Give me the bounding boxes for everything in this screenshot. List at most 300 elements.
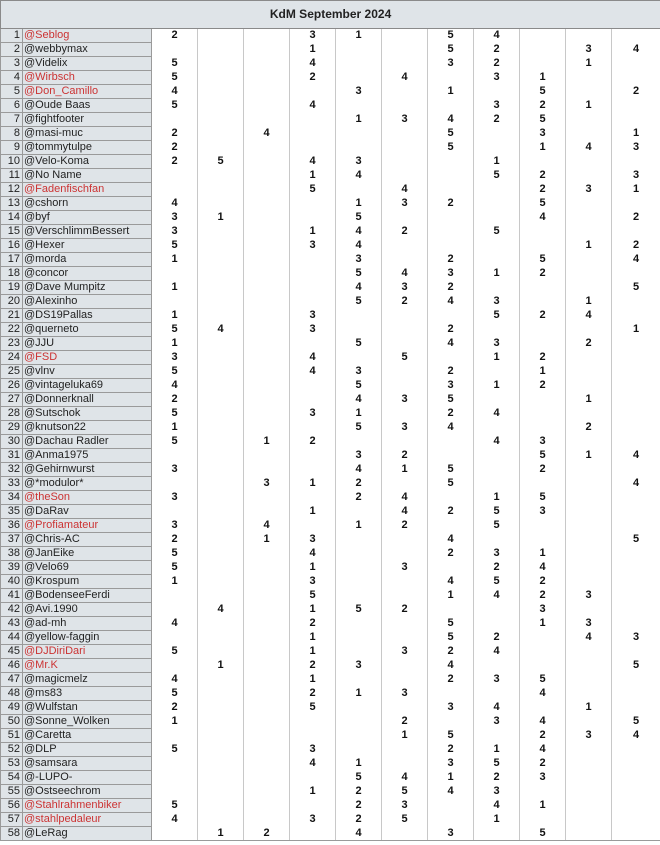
vote-cell xyxy=(336,701,382,715)
vote-cell xyxy=(198,743,244,757)
vote-cell xyxy=(382,827,428,841)
vote-cell xyxy=(612,687,660,701)
vote-cell xyxy=(520,519,566,533)
vote-cell: 2 xyxy=(428,505,474,519)
vote-cell: 3 xyxy=(290,29,336,43)
vote-cell: 4 xyxy=(566,631,612,645)
table-row xyxy=(1,281,660,295)
row-number: 23 xyxy=(1,337,23,351)
row-number: 16 xyxy=(1,239,23,253)
vote-cell: 5 xyxy=(428,43,474,57)
vote-cell: 3 xyxy=(290,239,336,253)
row-number: 28 xyxy=(1,407,23,421)
participant-name: @-LUPO- xyxy=(23,771,152,785)
vote-cell xyxy=(198,631,244,645)
vote-cell: 4 xyxy=(152,673,198,687)
row-number: 12 xyxy=(1,183,23,197)
vote-cell xyxy=(290,127,336,141)
vote-cell: 3 xyxy=(428,701,474,715)
row-number: 45 xyxy=(1,645,23,659)
vote-cell: 2 xyxy=(428,323,474,337)
vote-cell xyxy=(198,57,244,71)
table-row xyxy=(1,197,660,211)
row-number: 22 xyxy=(1,323,23,337)
vote-cell: 1 xyxy=(152,575,198,589)
vote-cell: 5 xyxy=(428,631,474,645)
table-row xyxy=(1,491,660,505)
vote-cell xyxy=(566,323,612,337)
vote-cell: 2 xyxy=(520,379,566,393)
vote-cell: 1 xyxy=(474,491,520,505)
vote-cell: 1 xyxy=(474,351,520,365)
vote-cell: 2 xyxy=(336,491,382,505)
vote-cell xyxy=(520,281,566,295)
row-number: 21 xyxy=(1,309,23,323)
vote-cell: 1 xyxy=(290,645,336,659)
vote-cell: 1 xyxy=(566,449,612,463)
vote-cell xyxy=(336,547,382,561)
vote-cell xyxy=(198,253,244,267)
vote-cell: 3 xyxy=(152,491,198,505)
vote-cell: 4 xyxy=(428,785,474,799)
vote-cell: 5 xyxy=(152,407,198,421)
vote-cell: 3 xyxy=(566,729,612,743)
vote-cell: 5 xyxy=(152,239,198,253)
vote-cell: 1 xyxy=(428,589,474,603)
table-row xyxy=(1,337,660,351)
vote-cell: 2 xyxy=(428,365,474,379)
vote-cell: 1 xyxy=(612,183,660,197)
vote-cell xyxy=(612,701,660,715)
vote-cell: 5 xyxy=(428,729,474,743)
vote-cell xyxy=(566,547,612,561)
vote-cell xyxy=(520,43,566,57)
table-row xyxy=(1,631,660,645)
row-number: 49 xyxy=(1,701,23,715)
vote-cell xyxy=(474,393,520,407)
vote-cell xyxy=(474,323,520,337)
vote-cell xyxy=(198,505,244,519)
vote-cell: 5 xyxy=(336,211,382,225)
vote-cell: 5 xyxy=(382,351,428,365)
participant-name: @DaRav xyxy=(23,505,152,519)
vote-cell xyxy=(428,687,474,701)
vote-cell xyxy=(290,211,336,225)
vote-cell xyxy=(244,183,290,197)
vote-cell xyxy=(198,533,244,547)
vote-cell: 4 xyxy=(244,127,290,141)
vote-cell xyxy=(244,267,290,281)
vote-cell xyxy=(474,463,520,477)
table-row xyxy=(1,379,660,393)
vote-cell xyxy=(612,645,660,659)
vote-cell xyxy=(198,435,244,449)
vote-cell xyxy=(244,743,290,757)
vote-cell: 3 xyxy=(382,113,428,127)
vote-cell xyxy=(152,505,198,519)
vote-cell xyxy=(520,645,566,659)
vote-cell xyxy=(566,379,612,393)
table-row xyxy=(1,253,660,267)
vote-cell xyxy=(244,295,290,309)
row-number: 15 xyxy=(1,225,23,239)
vote-cell xyxy=(520,785,566,799)
vote-cell xyxy=(382,547,428,561)
participant-name: @cshorn xyxy=(23,197,152,211)
vote-cell xyxy=(474,421,520,435)
vote-cell: 5 xyxy=(520,827,566,841)
vote-cell: 4 xyxy=(474,407,520,421)
vote-cell xyxy=(290,85,336,99)
participant-name: @VerschlimmBessert xyxy=(23,225,152,239)
vote-cell xyxy=(612,827,660,841)
participant-name: @DLP xyxy=(23,743,152,757)
vote-cell xyxy=(198,561,244,575)
vote-cell xyxy=(612,463,660,477)
vote-cell: 5 xyxy=(336,295,382,309)
vote-cell xyxy=(198,491,244,505)
vote-cell xyxy=(428,491,474,505)
vote-cell xyxy=(336,617,382,631)
vote-cell: 1 xyxy=(152,715,198,729)
vote-cell: 2 xyxy=(382,715,428,729)
vote-cell: 5 xyxy=(152,799,198,813)
vote-cell xyxy=(382,701,428,715)
table-row xyxy=(1,113,660,127)
vote-cell: 1 xyxy=(520,799,566,813)
vote-cell xyxy=(474,141,520,155)
vote-cell: 5 xyxy=(520,491,566,505)
vote-cell: 5 xyxy=(612,533,660,547)
vote-cell: 2 xyxy=(382,295,428,309)
vote-cell: 3 xyxy=(152,211,198,225)
vote-cell xyxy=(336,533,382,547)
vote-cell xyxy=(290,253,336,267)
row-number: 10 xyxy=(1,155,23,169)
vote-cell: 4 xyxy=(474,29,520,43)
vote-cell xyxy=(612,421,660,435)
table-row xyxy=(1,183,660,197)
vote-cell xyxy=(520,631,566,645)
vote-cell xyxy=(290,141,336,155)
vote-cell: 3 xyxy=(290,407,336,421)
vote-cell: 5 xyxy=(152,99,198,113)
row-number: 57 xyxy=(1,813,23,827)
participant-name: @Alexinho xyxy=(23,295,152,309)
vote-cell: 1 xyxy=(290,631,336,645)
vote-cell: 4 xyxy=(336,827,382,841)
vote-cell: 2 xyxy=(290,435,336,449)
vote-cell xyxy=(566,799,612,813)
vote-cell xyxy=(244,169,290,183)
vote-cell xyxy=(336,729,382,743)
vote-cell xyxy=(474,603,520,617)
vote-cell: 3 xyxy=(520,603,566,617)
vote-cell xyxy=(244,309,290,323)
vote-cell: 4 xyxy=(566,141,612,155)
vote-cell xyxy=(244,785,290,799)
vote-cell: 4 xyxy=(428,533,474,547)
vote-cell: 5 xyxy=(428,29,474,43)
vote-cell: 1 xyxy=(612,127,660,141)
participant-name: @DJDiriDari xyxy=(23,645,152,659)
vote-cell xyxy=(198,127,244,141)
vote-cell: 1 xyxy=(520,617,566,631)
vote-cell xyxy=(290,421,336,435)
vote-cell: 3 xyxy=(336,449,382,463)
vote-cell xyxy=(244,617,290,631)
vote-cell: 3 xyxy=(244,477,290,491)
vote-cell: 5 xyxy=(152,645,198,659)
vote-cell: 1 xyxy=(336,687,382,701)
vote-cell: 3 xyxy=(428,757,474,771)
vote-cell xyxy=(198,449,244,463)
row-number: 4 xyxy=(1,71,23,85)
vote-cell: 3 xyxy=(428,379,474,393)
vote-cell: 4 xyxy=(382,491,428,505)
vote-cell xyxy=(198,813,244,827)
vote-cell: 5 xyxy=(290,701,336,715)
vote-cell: 1 xyxy=(520,547,566,561)
vote-cell xyxy=(244,225,290,239)
table-row xyxy=(1,169,660,183)
row-number: 56 xyxy=(1,799,23,813)
vote-cell: 4 xyxy=(520,687,566,701)
participant-name: @morda xyxy=(23,253,152,267)
vote-cell xyxy=(520,659,566,673)
vote-cell xyxy=(612,785,660,799)
sheet-title: KdM September 2024 xyxy=(1,1,660,29)
vote-cell: 5 xyxy=(336,379,382,393)
vote-cell xyxy=(198,113,244,127)
vote-cell xyxy=(428,519,474,533)
vote-cell xyxy=(244,421,290,435)
vote-cell xyxy=(566,407,612,421)
table-row xyxy=(1,645,660,659)
vote-cell xyxy=(566,743,612,757)
vote-cell: 5 xyxy=(612,659,660,673)
row-number: 50 xyxy=(1,715,23,729)
vote-cell xyxy=(474,127,520,141)
vote-cell xyxy=(198,197,244,211)
vote-cell xyxy=(244,813,290,827)
vote-cell xyxy=(336,323,382,337)
vote-cell: 3 xyxy=(382,799,428,813)
row-number: 30 xyxy=(1,435,23,449)
vote-cell xyxy=(336,127,382,141)
vote-cell xyxy=(382,239,428,253)
row-number: 32 xyxy=(1,463,23,477)
vote-cell xyxy=(198,687,244,701)
participant-name: @Stahlrahmenbiker xyxy=(23,799,152,813)
row-number: 58 xyxy=(1,827,23,841)
vote-cell: 5 xyxy=(428,127,474,141)
vote-cell xyxy=(198,715,244,729)
vote-cell: 3 xyxy=(428,57,474,71)
vote-cell: 1 xyxy=(290,785,336,799)
vote-cell xyxy=(152,43,198,57)
vote-cell: 2 xyxy=(520,351,566,365)
vote-cell xyxy=(336,57,382,71)
vote-cell: 3 xyxy=(336,155,382,169)
vote-cell: 5 xyxy=(152,71,198,85)
vote-cell xyxy=(566,603,612,617)
participant-name: @knutson22 xyxy=(23,421,152,435)
vote-cell: 4 xyxy=(520,211,566,225)
vote-cell xyxy=(612,491,660,505)
vote-cell: 2 xyxy=(382,225,428,239)
vote-cell: 2 xyxy=(152,141,198,155)
vote-cell: 2 xyxy=(290,687,336,701)
vote-cell xyxy=(428,225,474,239)
participant-name: @Mr.K xyxy=(23,659,152,673)
vote-cell xyxy=(520,155,566,169)
vote-cell xyxy=(566,673,612,687)
vote-cell xyxy=(244,253,290,267)
vote-cell: 5 xyxy=(336,337,382,351)
vote-cell: 4 xyxy=(336,169,382,183)
vote-cell: 2 xyxy=(520,169,566,183)
participant-name: @Ostseechrom xyxy=(23,785,152,799)
vote-cell xyxy=(244,141,290,155)
vote-cell xyxy=(566,813,612,827)
vote-cell: 2 xyxy=(612,85,660,99)
participant-name: @Wirbsch xyxy=(23,71,152,85)
table-row xyxy=(1,211,660,225)
vote-cell: 3 xyxy=(382,687,428,701)
vote-cell xyxy=(382,575,428,589)
vote-cell xyxy=(336,351,382,365)
table-row xyxy=(1,239,660,253)
vote-cell xyxy=(244,757,290,771)
row-number: 44 xyxy=(1,631,23,645)
table-row xyxy=(1,57,660,71)
vote-cell xyxy=(244,659,290,673)
vote-cell xyxy=(566,687,612,701)
vote-cell: 3 xyxy=(474,547,520,561)
vote-cell: 1 xyxy=(428,771,474,785)
vote-cell xyxy=(290,729,336,743)
vote-cell xyxy=(336,99,382,113)
vote-cell: 5 xyxy=(520,449,566,463)
vote-cell xyxy=(290,113,336,127)
row-number: 37 xyxy=(1,533,23,547)
vote-cell xyxy=(520,421,566,435)
vote-cell xyxy=(290,197,336,211)
vote-cell xyxy=(428,715,474,729)
vote-cell: 1 xyxy=(152,337,198,351)
participant-name: @*modulor* xyxy=(23,477,152,491)
vote-cell: 1 xyxy=(336,29,382,43)
vote-cell: 2 xyxy=(474,631,520,645)
vote-cell xyxy=(612,365,660,379)
vote-cell: 2 xyxy=(336,799,382,813)
vote-cell xyxy=(152,771,198,785)
table-row xyxy=(1,85,660,99)
vote-cell xyxy=(520,337,566,351)
vote-cell: 5 xyxy=(474,519,520,533)
vote-cell: 1 xyxy=(198,827,244,841)
participant-name: @theSon xyxy=(23,491,152,505)
vote-cell: 1 xyxy=(336,197,382,211)
vote-cell: 5 xyxy=(520,253,566,267)
vote-cell: 5 xyxy=(152,365,198,379)
table-row xyxy=(1,673,660,687)
vote-cell xyxy=(612,407,660,421)
vote-cell xyxy=(566,29,612,43)
vote-cell xyxy=(474,617,520,631)
vote-cell: 2 xyxy=(152,533,198,547)
vote-cell xyxy=(244,365,290,379)
vote-cell: 3 xyxy=(520,771,566,785)
vote-cell xyxy=(290,827,336,841)
vote-cell xyxy=(520,477,566,491)
vote-cell xyxy=(566,267,612,281)
vote-cell xyxy=(612,393,660,407)
vote-cell: 1 xyxy=(290,43,336,57)
vote-cell: 5 xyxy=(612,715,660,729)
vote-cell: 3 xyxy=(382,197,428,211)
vote-cell xyxy=(612,799,660,813)
vote-cell xyxy=(244,631,290,645)
vote-cell xyxy=(244,771,290,785)
vote-cell xyxy=(428,799,474,813)
participant-name: @Wulfstan xyxy=(23,701,152,715)
vote-cell xyxy=(566,575,612,589)
vote-cell xyxy=(566,127,612,141)
vote-cell: 4 xyxy=(382,505,428,519)
vote-cell xyxy=(566,533,612,547)
vote-cell xyxy=(382,435,428,449)
participant-name: @Seblog xyxy=(23,29,152,43)
vote-cell: 1 xyxy=(290,673,336,687)
row-number: 2 xyxy=(1,43,23,57)
vote-cell: 3 xyxy=(336,659,382,673)
vote-cell: 2 xyxy=(152,701,198,715)
row-number: 13 xyxy=(1,197,23,211)
table-row xyxy=(1,547,660,561)
vote-cell xyxy=(612,337,660,351)
vote-cell xyxy=(198,421,244,435)
table-row xyxy=(1,589,660,603)
vote-cell xyxy=(382,141,428,155)
vote-cell: 3 xyxy=(152,351,198,365)
vote-cell: 4 xyxy=(428,575,474,589)
vote-cell: 3 xyxy=(382,645,428,659)
participant-name: @vlnv xyxy=(23,365,152,379)
vote-cell xyxy=(244,673,290,687)
vote-cell xyxy=(244,603,290,617)
vote-cell: 5 xyxy=(612,281,660,295)
vote-cell xyxy=(244,211,290,225)
vote-cell: 4 xyxy=(382,771,428,785)
vote-cell xyxy=(244,323,290,337)
vote-cell xyxy=(244,29,290,43)
vote-cell: 5 xyxy=(152,57,198,71)
vote-cell xyxy=(244,57,290,71)
vote-cell xyxy=(382,43,428,57)
vote-cell xyxy=(612,435,660,449)
vote-cell: 5 xyxy=(520,197,566,211)
vote-cell xyxy=(244,239,290,253)
vote-cell xyxy=(290,799,336,813)
vote-cell xyxy=(566,463,612,477)
vote-cell xyxy=(198,785,244,799)
vote-cell xyxy=(244,85,290,99)
vote-cell: 1 xyxy=(428,85,474,99)
vote-cell xyxy=(198,477,244,491)
vote-cell xyxy=(336,71,382,85)
